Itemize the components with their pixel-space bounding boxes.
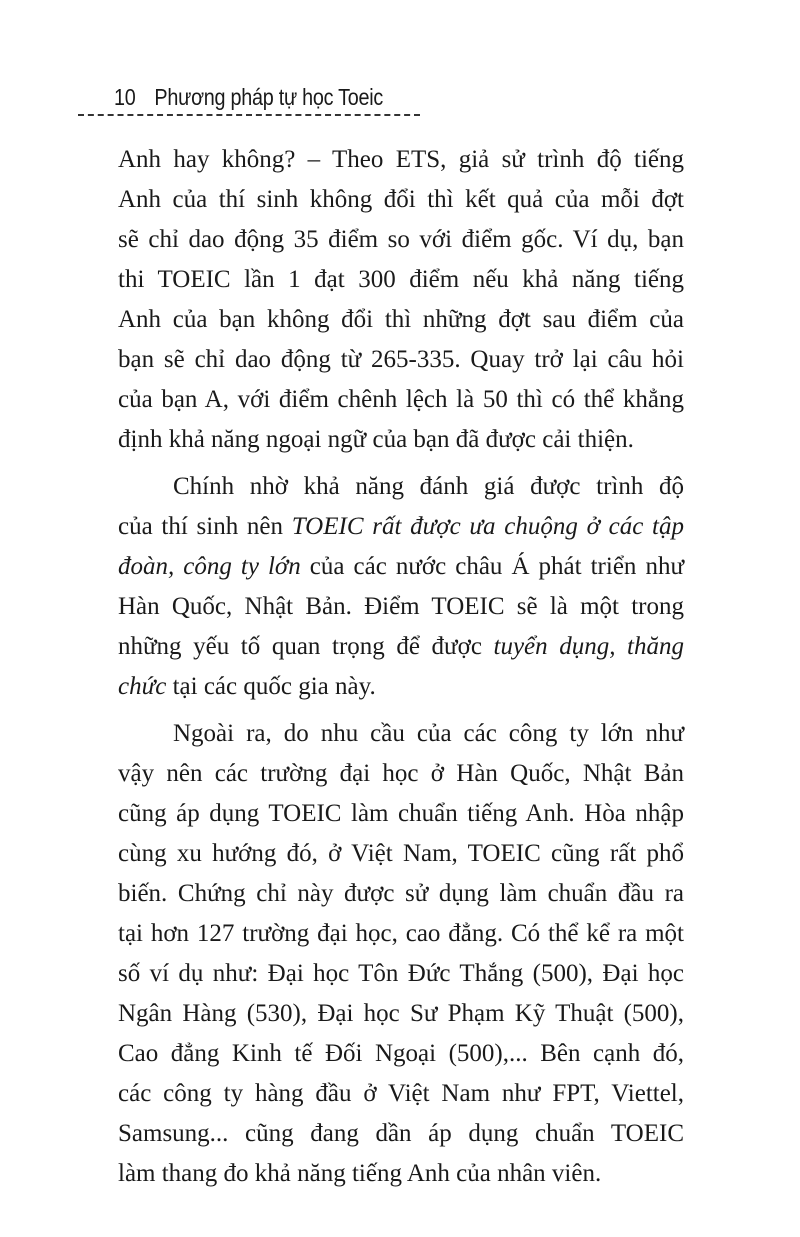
text-segment: Anh hay không? – Theo ETS, giả sử trình độ tiếng	[118, 146, 684, 173]
page-body	[118, 140, 684, 1201]
text-line	[118, 714, 684, 754]
text-segment: của các nước châu Á phát triển như	[300, 553, 684, 580]
text-line	[118, 954, 684, 994]
text-segment: biến. Chứng chỉ này được sử dụng làm chuẩn đầu ra	[118, 880, 684, 907]
text-segment: thi TOEIC lần 1 đạt 300 điểm nếu khả năng tiếng	[118, 266, 684, 293]
text-line	[118, 1114, 684, 1154]
text-line	[118, 1154, 684, 1194]
text-line	[118, 507, 684, 547]
text-line	[118, 467, 684, 507]
text-line	[118, 754, 684, 794]
text-segment: Ngoài ra, do nhu cầu của các công ty lớn như	[173, 720, 684, 747]
text-line	[118, 587, 684, 627]
text-line	[118, 220, 684, 260]
text-segment: làm thang đo khả năng tiếng Anh của nhân viên.	[118, 1160, 602, 1187]
text-line	[118, 1034, 684, 1074]
paragraph	[118, 467, 684, 707]
text-line	[118, 794, 684, 834]
running-header	[114, 84, 383, 111]
text-segment: tại hơn 127 trường đại học, cao đẳng. Có thể kể ra một	[118, 920, 684, 947]
text-segment: Hàn Quốc, Nhật Bản. Điểm TOEIC sẽ là một trong	[118, 593, 684, 620]
text-line	[118, 667, 684, 707]
text-line	[118, 547, 684, 587]
paragraph	[118, 140, 684, 460]
text-segment: cũng áp dụng TOEIC làm chuẩn tiếng Anh. Hòa nhập	[118, 800, 684, 827]
text-segment: Samsung... cũng đang dần áp dụng chuẩn TOEIC	[118, 1120, 684, 1147]
text-segment: của bạn A, với điểm chênh lệch là 50 thì có thể khẳng	[118, 386, 684, 413]
text-line	[118, 340, 684, 380]
text-line	[118, 627, 684, 667]
text-line	[118, 1074, 684, 1114]
text-segment: vậy nên các trường đại học ở Hàn Quốc, Nhật Bản	[118, 760, 684, 787]
page-number: 10	[114, 84, 136, 110]
text-line	[118, 914, 684, 954]
text-line	[118, 140, 684, 180]
book-title: Phương pháp tự học Toeic	[154, 84, 384, 110]
italic-text: TOEIC rất được ưa chuộng ở các tập	[291, 513, 684, 540]
text-segment: Cao đẳng Kinh tế Đối Ngoại (500),... Bên cạnh đó,	[118, 1040, 684, 1067]
text-segment: bạn sẽ chỉ dao động từ 265-335. Quay trở lại câu hỏi	[118, 346, 684, 373]
text-segment: những yếu tố quan trọng để được	[118, 633, 494, 660]
text-segment: Ngân Hàng (530), Đại học Sư Phạm Kỹ Thuật (500),	[118, 1000, 684, 1027]
text-segment: tại các quốc gia này.	[166, 673, 376, 700]
text-line	[118, 380, 684, 420]
text-line	[118, 300, 684, 340]
text-line	[118, 180, 684, 220]
paragraph	[118, 714, 684, 1194]
text-segment: cùng xu hướng đó, ở Việt Nam, TOEIC cũng rất phổ	[118, 840, 684, 867]
text-segment: định khả năng ngoại ngữ của bạn đã được cải thiện.	[118, 426, 634, 453]
text-line	[118, 420, 684, 460]
text-segment: các công ty hàng đầu ở Việt Nam như FPT, Viettel,	[118, 1080, 684, 1107]
text-segment: của thí sinh nên	[118, 513, 292, 540]
text-segment: Chính nhờ khả năng đánh giá được trình độ	[173, 473, 684, 500]
italic-text: tuyển dụng, thăng	[493, 633, 684, 660]
text-line	[118, 994, 684, 1034]
text-line	[118, 834, 684, 874]
text-line	[118, 260, 684, 300]
text-segment: số ví dụ như: Đại học Tôn Đức Thắng (500), Đại học	[118, 960, 684, 987]
header-divider	[78, 114, 420, 116]
italic-text: đoàn, công ty lớn	[118, 553, 301, 580]
text-line	[118, 874, 684, 914]
text-segment: sẽ chỉ dao động 35 điểm so với điểm gốc. Ví dụ, bạn	[118, 226, 684, 253]
italic-text: chức	[118, 673, 167, 700]
text-segment: Anh của bạn không đổi thì những đợt sau điểm của	[118, 306, 684, 333]
text-segment: Anh của thí sinh không đổi thì kết quả của mỗi đợt	[118, 186, 684, 213]
